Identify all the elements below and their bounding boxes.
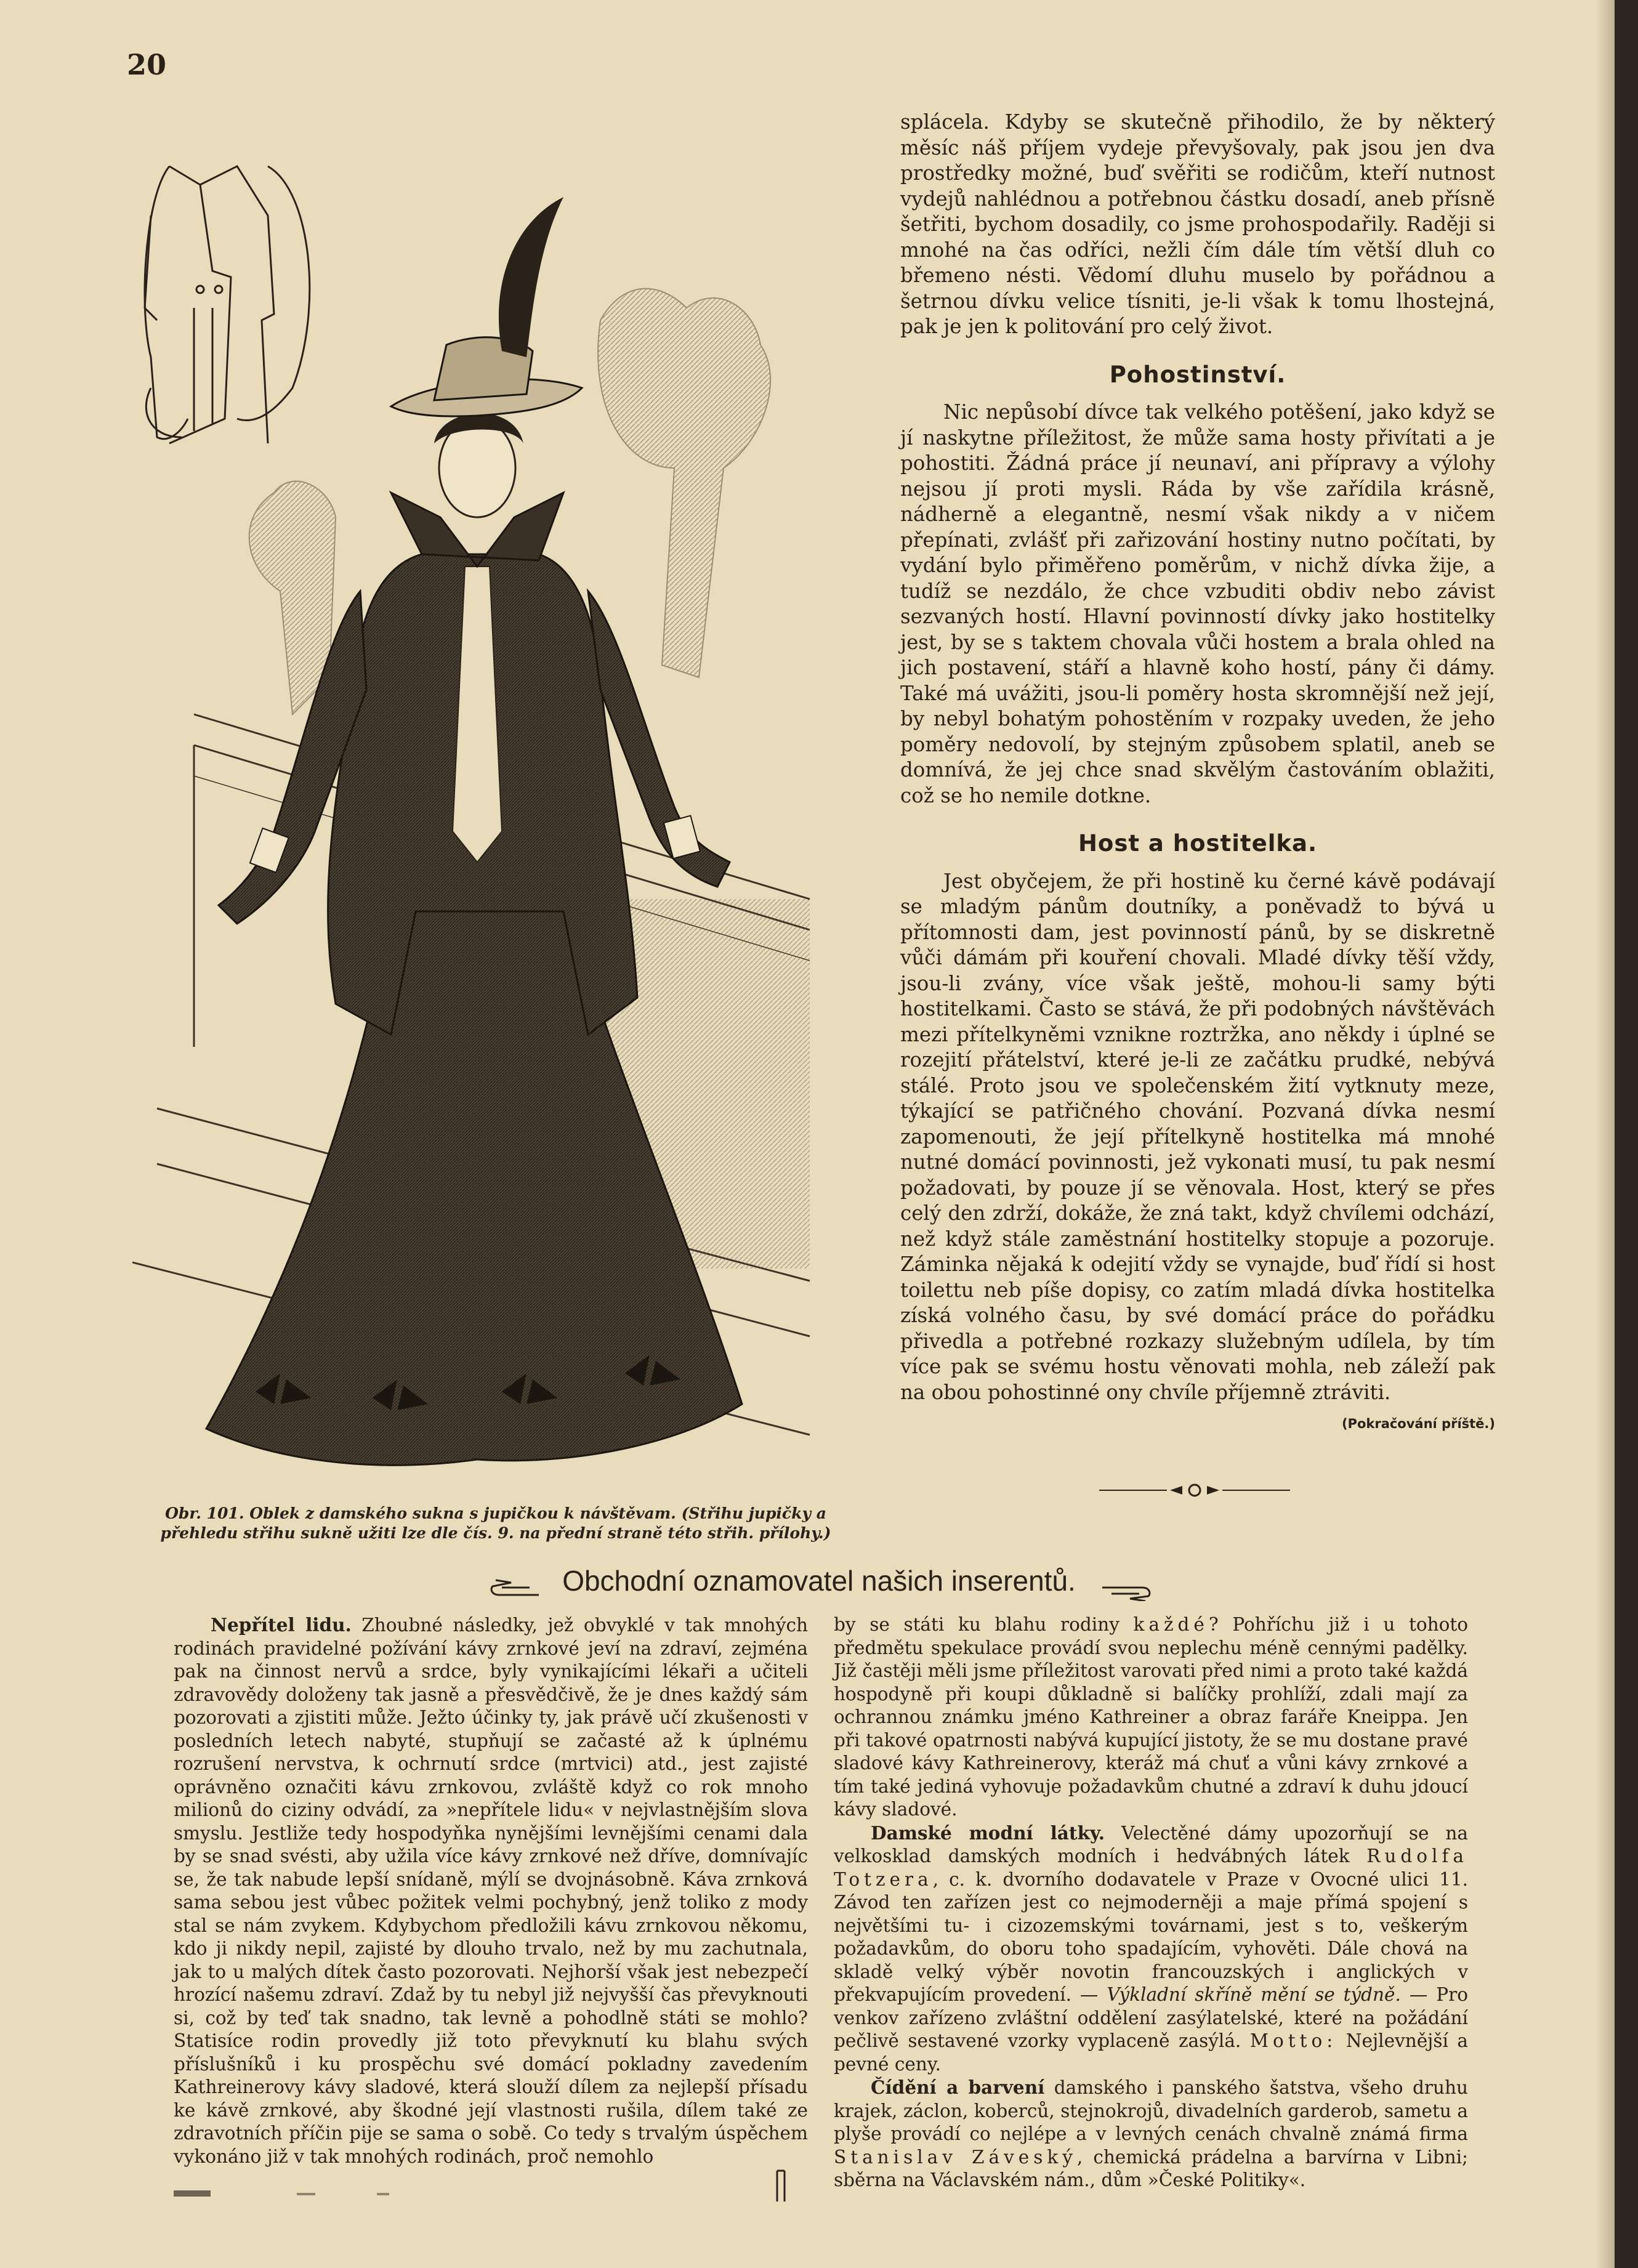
ad-totzer-text-a: Velectěné dámy upozorňují se na velkosklad damských modních i hedvábných látek [834, 1822, 1468, 1866]
section-text-host-body: Jest obyčejem, že při hostině ku černé kávě podávají se mladým pánům doutníky, a poněvadž to bývá u přítomnosti dam, jest povinností pánů, by se diskretně vůči dámám při kouření chovali. Mladé dívky těší vždy, jsou-li zvány, více však ještě, mohou-li samy býti hostitelkami. Často se stává, že při podobných návštěvách mezi přítelkyněmi vznikne roztržka, ano někdy i úplné se rozejití přátelství, které je-li ze začátku prudké, nebývá stálé. Proto jsou ve společenském žití vytknuty meze, týkající se patřičného chování. Pozvaná dívka nesmí zapomenouti, že její přítelkyně hostitelka má mnohé nutné domácí povinnosti, jež vykonati musí, tu pak nesmí požadovati, by pouze jí se věnovala. Host, který se přes celý den zdrží, dokáže, že zná takt, když chvílemi odchází, než když stále zaměstnání hostitelky stopuje a pozoruje. Záminka nějaká k odejití vždy se vynajde, buď řídí si host toilettu neb píše dopisy, co zatím mladá dívka hostitelka získá volného času, by své domácí práce do pořádku přivedla a potřebné rozkazy služebným udílela, by tím více pak se svému hostu věnovati mohla, neb záleží pak na obou pohostinné ony chvíle příjemně ztráviti. [900, 869, 1495, 1404]
section-text-host [900, 869, 1495, 1431]
page-number: 20 [127, 48, 167, 81]
advertisers-title: Obchodní oznamovatel našich inserentů. [562, 1565, 1076, 1597]
ad-kathreiner-continued [834, 1613, 1468, 1822]
article-column [900, 110, 1495, 1437]
section-heading-pohostinstvi: Pohostinství. [1109, 361, 1286, 388]
ad-zavesky-lead: Čídění a barvení [871, 2076, 1045, 2098]
section-text-pohostinstvi: Nic nepůsobí dívce tak velkého potěšení, jako když se jí naskytne příležitost, že může sama hosty přivítati a je pohostiti. Žádná práce jí neunaví, ani přípravy a výlohy nejsou jí proti mysli. Ráda by vše zařídila krásně, nádherně a elegantně, nesmí však nikdy a v ničem přepínati, zvlášť při zařizování hostiny nutno počítati, by vydání bylo přiměřeno poměrům, v nichž dívka žije, a tudíž se nezdálo, že chce vzbuditi obdiv nebo závist sezvaných hostí. Hlavní povinností dívky jako hostitelky jest, by se s taktem chovala vůči hostem a brala ohled na jich postavení, stáří a hlavně koho hostí, pány či dámy. Také má uvážiti, jsou-li poměry hosta skromnější než její, by nebyl bohatým pohostěním v rozpaky uveden, že jeho poměry nedovolí, by stejným způsobem splatil, aneb se domnívá, že jej chce snad skvělým častováním oblažiti, což se ho nemile dotkne. [900, 400, 1495, 807]
ad-totzer-motto-label: Motto: [1249, 2030, 1337, 2051]
print-smudge [174, 2188, 457, 2199]
ad-totzer [834, 1822, 1468, 2076]
ad-totzer-text-c: — Pro venkov zařízeno zvláštní oddělení zasýlatelské, které na požádání pečlivě sestavené vzorky vyplaceně zasýlá. [834, 1984, 1468, 2051]
ad-totzer-name: Rudolfa Totzera [834, 1846, 1468, 1890]
ad-zavesky-text-b: , chemická prádelna a barvírna v Libni; sběrna na Václavském nám., dům »České Politiky«. [834, 2146, 1468, 2190]
ad-zavesky-text-a: damského i panského šatstva, všeho druhu krajek, záclon, koberců, stejnokrojů, divadelních garderob, sametu a plyše provádí co nejlépe a v levných cenách chvalně známá firma [834, 2077, 1468, 2144]
continued-note: (Pokračování příště.) [1341, 1416, 1495, 1431]
article-intro: splácela. Kdyby se skutečně přihodilo, že by některý měsíc náš příjem vydeje převyšovaly, pak jsou jen dva prostředky možné, buď svěřiti se rodičům, kteří nutnost vydejů nahlédnou a potřebnou částku dosadí, aneb přísně šetřiti, bychom dosadily, co jsme prohospodařily. Raději si mnohé na čas odříci, nežli čím dále tím větší dluh co břemeno nésti. Vědomí dluhu muselo by pořádnou a šetrnou dívku velice tísniti, je-li však k tomu lhostejná, pak je jen k politování pro celý život. [900, 110, 1495, 338]
ad-kathreiner-cont-spaced: každé [1133, 1614, 1209, 1635]
ad-totzer-motto: Nejlevnější a pevné ceny. [834, 2030, 1468, 2075]
jacket-cut-diagram [145, 166, 310, 443]
section-heading-host: Host a hostitelka. [1078, 830, 1318, 857]
figure-hat-feather [499, 197, 563, 357]
ad-kathreiner-cont-text: ? Pohříchu již i u tohoto předmětu spekulace provádí svou neplechu méně cennými padělky. Již častěji měli jsme příležitost varovati před nimi a proto také každá hospodyně při koupi důkladně si balíčky prohlíží, zdali mají za ochrannou známku jméno Kathreiner a obraz faráře Kneippa. Jen při takové opatrnosti nabývá kupující jistoty, že se mu dostane pravé sladové kávy Kathreinerovy, kteráž má chuť a vůni kávy zrnkové a tím také jediná vyhovuje požadavkům chutné a zdraví k duhu jdoucí kávy sladové. [834, 1614, 1468, 1820]
page-gutter-shadow [1596, 0, 1615, 2268]
ad-zavesky-name: Stanislav Záveský [834, 2146, 1077, 2168]
ad-kathreiner-cont-start: by se státi ku blahu rodiny [834, 1614, 1134, 1635]
advertisers-column-right [834, 1613, 1468, 2192]
advertisers-column-left [174, 1613, 808, 2168]
ad-totzer-italic: Výkladní skříně mění se týdně. [1107, 1984, 1401, 2005]
ornament-divider [1099, 1481, 1290, 1499]
ad-totzer-lead: Damské modní látky. [871, 1822, 1105, 1844]
ad-kathreiner [174, 1613, 808, 2168]
ad-kathreiner-lead: Nepřítel lidu. [211, 1614, 352, 1636]
advertisers-title-row [129, 1564, 1509, 1613]
ad-totzer-text-b: , c. k. dvorního dodavatele v Praze v Ovocné ulici 11. Závod ten zařízen jest co nejmoderněji a maje přímá spojení s největšími tu- i cizozemskými továrnami, jest s to, veškerým požadavkům, do oboru toho spadajícím, vyhověti. Dále chová na skladě velký výběr novotin francouzských i anglických v překvapujícím provedení. — [834, 1868, 1468, 2005]
right-hand-pointer-icon [1099, 1576, 1155, 1601]
bottom-print-mark [775, 2168, 787, 2205]
fashion-illustration [132, 123, 850, 1478]
ad-kathreiner-text: Zhoubné následky, jež obvyklé v tak mnohých rodinách pravidelné požívání kávy zrnkové jeví na zdraví, zejména pak na činnost nervů a srdce, byly vynikajícími lékaři a učiteli zdravovědy doloženy tak jasně a přesvědčivě, že je dnes každý sám pozorovati a zjistiti může. Ježto účinky ty, jak právě učí zkušenosti v posledních letech nabyté, stupňují se začasté až k úplnému rozrušení nervstva, k ochrnutí srdce (mrtvici) atd., jest zajisté oprávněno označiti kávu zrnkovou, zvláště když co rok mnoho milionů do ciziny odvádí, za »nepřítele lidu« v nejvlastnějším slova smyslu. Jestliže tedy hospodyňka nynějšími levnějšími cenami dala by se snad svésti, aby užila více kávy zrnkové než dříve, domnívajíc se, že tak nabude lepší snídaně, mýlí se dvojnásobně. Káva zrnková sama sebou jest vůbec požitek velmi pochybný, jenž toliko z mody stal se nám zvykem. Kdybychom předložili kávu zrnkovou někomu, kdo ji nikdy nepil, zajisté by dlouho trvalo, než by mu zachutnala, jak to u malých dítek často pozorovati. Nejhorší však jest nebezpečí hrozící našemu zdraví. Zdaž by tu nebyl již nejvyšší čas převyknouti si, což by teď tak snadno, tak levně a pohodlně státi se mohlo? Statisíce rodin provedly již toto převyknutí ku blahu svých příslušníků i ku prospěchu své domácí pokladny zavedením Kathreinerovy kávy sladové, která slouží dílem za nejlepší přísadu ke kávě zrnkové, aby škodné její vlastnosti rušila, dílem také ze zdravotních příčin pije se sama o sobě. Co tedy s trvalým úspěchem vykonáno již v tak mnohých rodinách, proč nemohlo [174, 1615, 808, 2167]
ad-zavesky [834, 2076, 1468, 2192]
page-edge [1615, 0, 1638, 2268]
illustration-caption: Obr. 101. Oblek z damského sukna s jupičkou k návštěvam. (Střihu jupičky a přehledu střihu sukně užiti lze dle čís. 9. na přední straně této střih. přílohy.) [160, 1504, 831, 1542]
